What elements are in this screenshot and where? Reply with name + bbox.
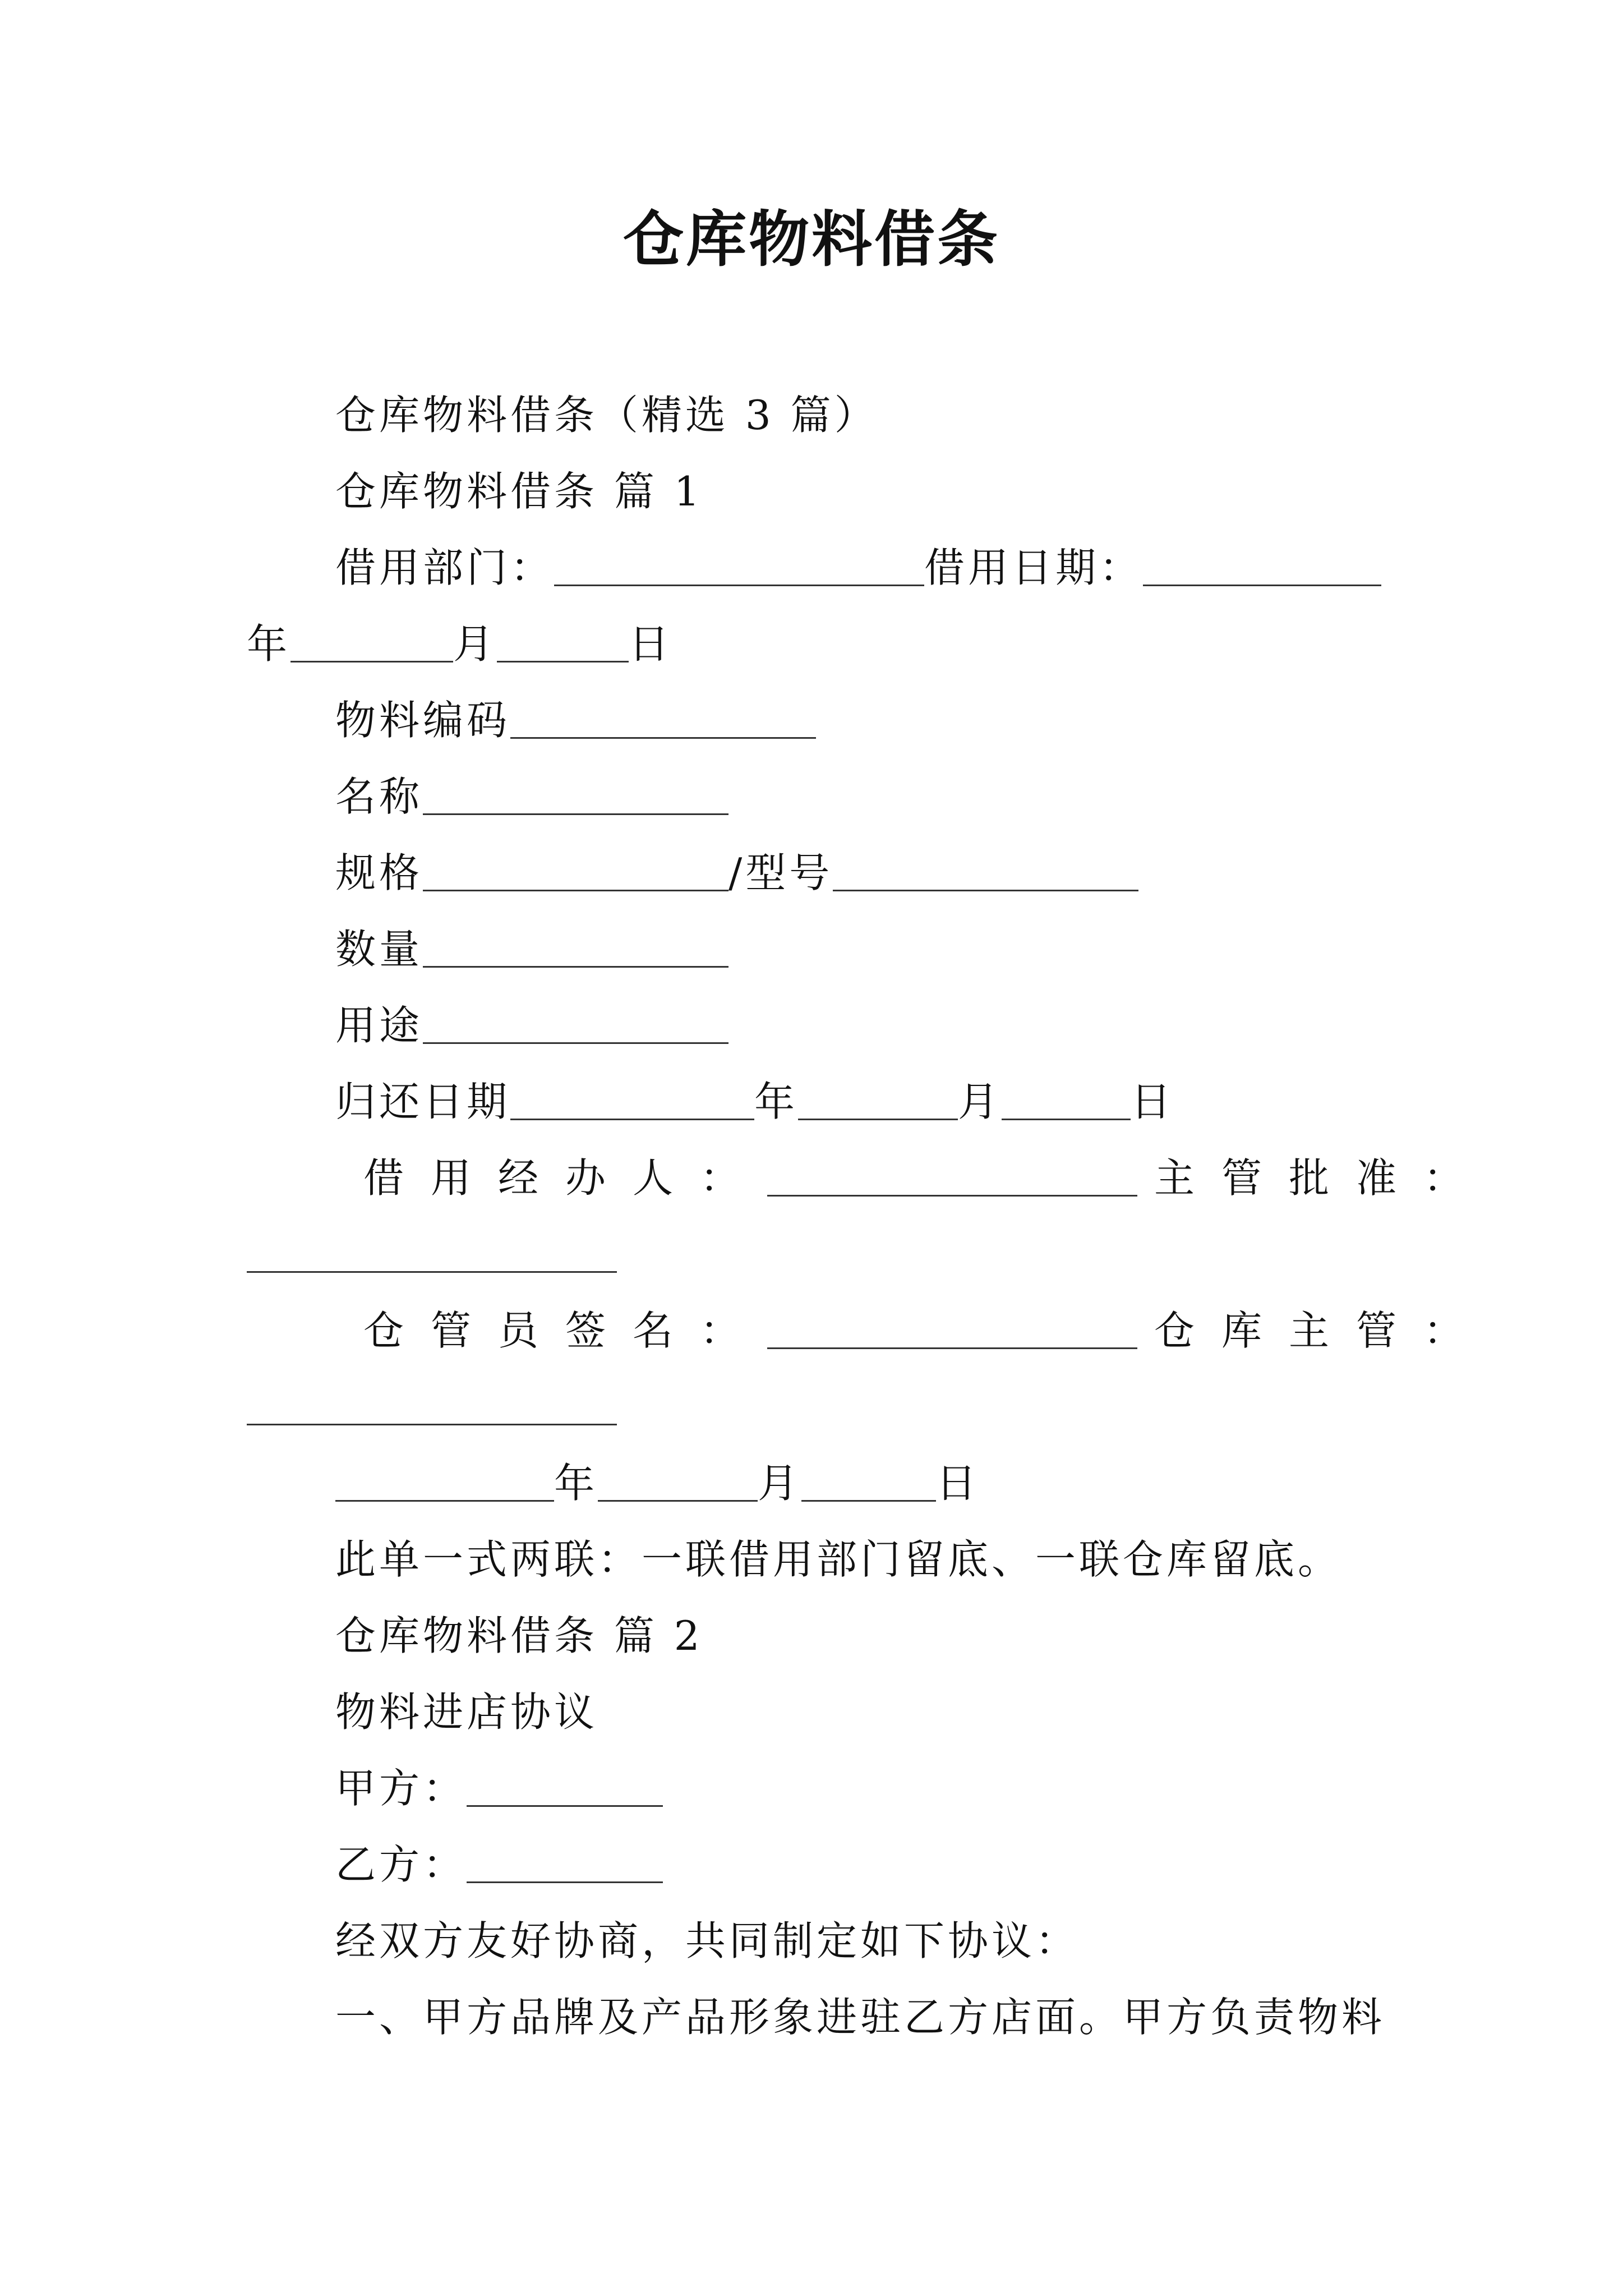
part2-heading: 仓库物料借条 篇 2 bbox=[335, 1612, 703, 1659]
day-label: 日 bbox=[629, 620, 673, 668]
material-code-row bbox=[335, 692, 816, 748]
warehouse-manager-field[interactable] bbox=[247, 1384, 617, 1425]
supervisor-approve-label: 主管批准： bbox=[1154, 1154, 1491, 1202]
purpose-field[interactable] bbox=[423, 1003, 728, 1044]
party-b-row bbox=[335, 1837, 663, 1893]
return-day-label: 日 bbox=[1131, 1078, 1175, 1125]
sign-year-field[interactable] bbox=[335, 1461, 554, 1502]
return-date-label: 归还日期 bbox=[335, 1078, 511, 1125]
return-month-label: 月 bbox=[958, 1078, 1002, 1125]
handler-label: 借用经办人： bbox=[363, 1154, 768, 1202]
quantity-field[interactable] bbox=[423, 927, 728, 968]
sign-year-label: 年 bbox=[554, 1460, 598, 1507]
borrow-date-field[interactable] bbox=[1143, 545, 1381, 586]
material-code-field[interactable] bbox=[510, 698, 816, 739]
agreement-clause-1: 一、甲方品牌及产品形象进驻乙方店面。甲方负责物料 bbox=[335, 1994, 1386, 2041]
model-field[interactable] bbox=[833, 850, 1138, 891]
return-year-field[interactable] bbox=[798, 1079, 958, 1120]
borrow-date-label: 借用日期： bbox=[924, 544, 1144, 591]
party-a-row bbox=[335, 1760, 663, 1816]
supervisor-approve-field[interactable] bbox=[247, 1232, 617, 1273]
purpose-row bbox=[335, 997, 728, 1053]
sign-day-label: 日 bbox=[936, 1460, 980, 1507]
name-row bbox=[335, 769, 728, 825]
return-month-field[interactable] bbox=[1002, 1079, 1131, 1120]
borrow-dept-field[interactable] bbox=[554, 545, 924, 586]
borrow-date-ymd-row bbox=[247, 616, 672, 672]
keeper-sign-label: 仓管员签名： bbox=[363, 1307, 768, 1354]
party-b-label: 乙方： bbox=[335, 1841, 467, 1888]
name-field[interactable] bbox=[423, 774, 728, 815]
warehouse-manager-label: 仓库主管： bbox=[1154, 1307, 1491, 1354]
agreement-title: 物料进店协议 bbox=[335, 1688, 598, 1736]
quantity-row bbox=[335, 921, 728, 977]
spec-field[interactable] bbox=[423, 850, 728, 891]
keeper-sign-field[interactable] bbox=[767, 1308, 1137, 1349]
handler-field[interactable] bbox=[767, 1156, 1137, 1197]
handler-row bbox=[363, 1150, 1491, 1206]
spec-label: 规格 bbox=[335, 849, 423, 896]
borrow-month-field[interactable] bbox=[497, 622, 629, 662]
party-b-field[interactable] bbox=[467, 1842, 663, 1883]
document-subtitle: 仓库物料借条（精选 3 篇） bbox=[335, 392, 878, 439]
spec-model-row bbox=[335, 845, 1138, 901]
year-label: 年 bbox=[247, 620, 291, 668]
model-label: /型号 bbox=[728, 849, 833, 896]
agreement-intro: 经双方友好协商，共同制定如下协议： bbox=[335, 1917, 1080, 1964]
material-code-label: 物料编码 bbox=[335, 697, 511, 744]
part1-heading: 仓库物料借条 篇 1 bbox=[335, 468, 703, 515]
keeper-sign-row bbox=[363, 1303, 1491, 1359]
sign-month-field[interactable] bbox=[598, 1461, 758, 1502]
borrow-dept-label: 借用部门： bbox=[335, 544, 555, 591]
document-title: 仓库物料借条 bbox=[623, 204, 1000, 275]
sign-day-field[interactable] bbox=[801, 1461, 936, 1502]
return-date-row bbox=[335, 1074, 1174, 1130]
name-label: 名称 bbox=[335, 773, 423, 820]
month-label: 月 bbox=[453, 620, 497, 668]
borrow-dept-row bbox=[335, 540, 1381, 596]
quantity-label: 数量 bbox=[335, 926, 423, 973]
purpose-label: 用途 bbox=[335, 1002, 423, 1049]
sign-date-row bbox=[335, 1455, 980, 1511]
warehouse-manager-blank-row bbox=[247, 1379, 617, 1435]
supervisor-approve-blank-row bbox=[247, 1226, 617, 1282]
return-year-label: 年 bbox=[754, 1078, 799, 1125]
party-a-field[interactable] bbox=[467, 1766, 663, 1807]
borrow-year-field[interactable] bbox=[291, 622, 453, 662]
return-date-field[interactable] bbox=[510, 1079, 754, 1120]
party-a-label: 甲方： bbox=[335, 1765, 467, 1812]
copies-note: 此单一式两联：一联借用部门留底、一联仓库留底。 bbox=[335, 1536, 1342, 1583]
sign-month-label: 月 bbox=[758, 1460, 802, 1507]
